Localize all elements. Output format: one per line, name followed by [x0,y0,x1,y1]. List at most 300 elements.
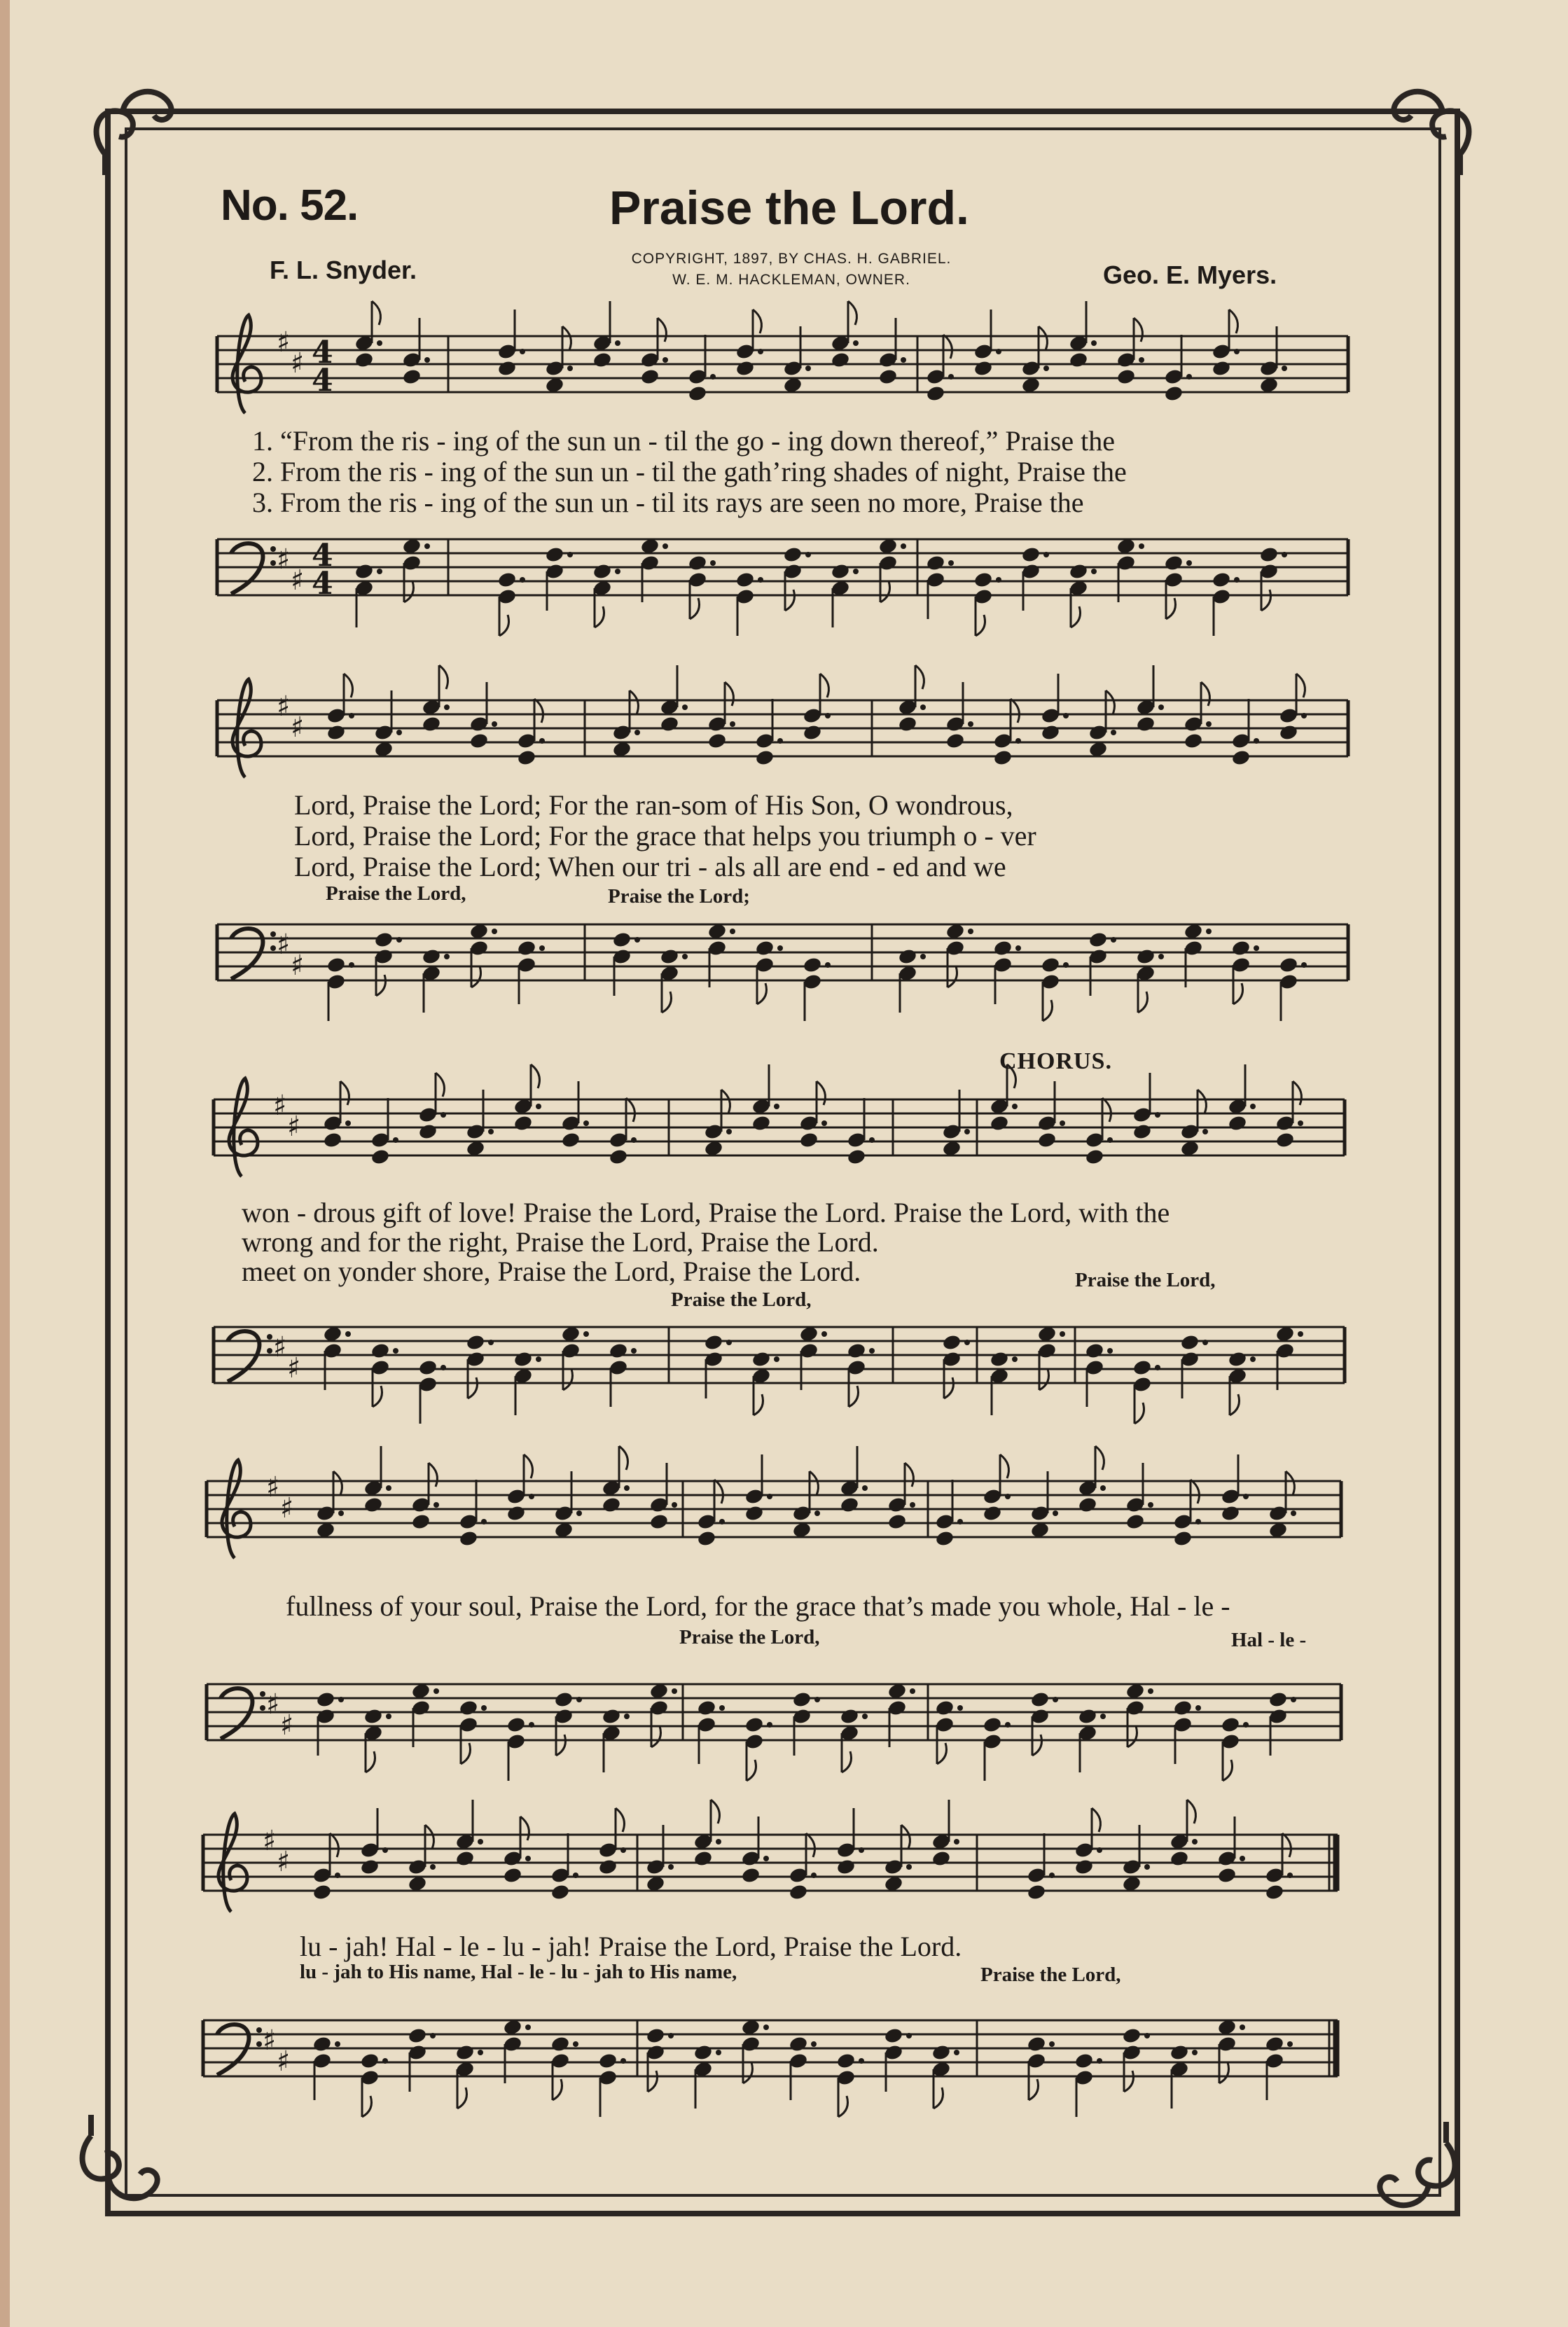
bass-cue: lu - jah to His name, Hal - le - lu - jah to His name, [300,1961,737,1983]
dot [536,1104,541,1109]
note-flag [905,1463,913,1487]
dot [767,1722,772,1728]
note-head [840,1496,860,1513]
time-signature: 4 [312,335,333,370]
dot [1049,1873,1055,1878]
note-head [1021,546,1041,563]
dot [573,2041,578,2047]
note-flag [1135,1403,1144,1424]
dot [763,2024,769,2030]
note-head [503,1866,523,1884]
dot [393,1137,398,1143]
dot [634,937,640,943]
note-head [1136,947,1156,965]
dot [758,349,763,354]
note-head [803,956,823,973]
note-head [363,1707,384,1725]
note-flag [471,966,481,987]
note-head [931,2043,952,2061]
dot [672,1502,677,1508]
sharp-sign-icon: ♯ [266,1471,280,1503]
dot [631,1137,637,1143]
bass-cue: Praise the Lord, [1075,1269,1216,1291]
note-flag [1000,1454,1008,1478]
note-flag [1102,1098,1111,1122]
note-head [561,1131,581,1148]
note-head [1217,1866,1237,1884]
note-head [517,749,537,766]
dot [1148,1688,1153,1694]
dot [1206,721,1212,727]
dot [525,1856,531,1861]
dot [901,543,906,549]
dot [910,1502,915,1508]
dot [345,1120,351,1126]
dot [1053,1697,1058,1702]
dot [710,374,716,380]
note-head [1027,1883,1047,1901]
lyric-verse-3: Lord, Praise the Lord; When our tri - als all are end - ed and we [294,851,1006,882]
note-head [707,732,728,749]
note-flag [1230,1394,1240,1415]
lyric-verse-3: 3. From the ris - ing of the sun un - til its rays are seen no more, Praise the [252,487,1084,518]
note-head [550,1883,571,1901]
note-flag [1219,2062,1229,2083]
note-head [1268,1690,1289,1708]
note-head [831,562,851,580]
bass-clef-dot [260,1705,265,1711]
dot [968,929,973,934]
sharp-sign-icon: ♯ [291,347,305,380]
dot [1144,2033,1150,2038]
dot [529,1722,534,1728]
dot [444,704,450,710]
dot [567,366,573,371]
bass-clef-dot [267,1334,272,1340]
note-head [973,571,994,588]
note-head [847,1342,867,1359]
dot [1192,1839,1198,1845]
note-head [459,1699,479,1716]
note-head [789,2035,809,2052]
dot [901,357,906,363]
note-head [688,554,708,571]
note-head [1212,359,1232,377]
note-flag [439,665,447,689]
note-head [455,1849,476,1867]
bass-clef-icon [221,1688,252,1739]
dot [1195,1705,1201,1711]
dot [430,2033,436,2038]
dot [1195,1519,1201,1524]
sharp-sign-icon: ♯ [291,711,305,744]
dot [1005,1722,1011,1728]
dot [1192,2050,1198,2055]
dot [730,929,735,934]
dot [624,1485,630,1491]
note-head [1041,956,1061,973]
note-head [418,1359,438,1376]
composer-credit: Geo. E. Myers. [1103,261,1277,289]
dot [1155,1365,1160,1370]
note-head [840,1707,860,1725]
bass-cue: Praise the Lord; [608,885,750,908]
note-flag [333,1471,342,1495]
note-flag [1039,1369,1049,1390]
note-flag [943,335,952,359]
dot [968,721,973,727]
dot [345,1331,351,1337]
dot [539,945,545,951]
dot [382,2058,388,2064]
dot [1186,560,1192,566]
note-flag [1191,1480,1199,1503]
dot [811,2041,817,2047]
note-head [744,1716,765,1733]
bass-cue: Praise the Lord, [671,1288,812,1311]
dot [716,2050,721,2055]
note-flag [1296,674,1305,697]
dot [1063,962,1069,968]
dot [821,1331,827,1337]
note-head [422,947,442,965]
dot [440,1365,446,1370]
note-head [354,562,375,580]
dot [1107,1348,1113,1354]
note-flag [948,966,957,987]
note-flag [457,2088,467,2109]
dot [1049,2041,1055,2047]
bass-clef-icon [217,2024,249,2075]
note-head [1037,1131,1057,1148]
note-head [360,2052,380,2069]
note-flag [1071,606,1081,627]
dot [1287,1873,1293,1878]
note-head [993,939,1013,957]
note-flag [595,606,604,627]
dot [424,543,430,549]
note-flag [366,1751,375,1772]
dot [583,1331,589,1337]
dot [862,1714,868,1719]
dot [488,1129,494,1134]
sharp-sign-icon: ♯ [287,1352,301,1384]
note-flag [658,318,666,342]
dot [1012,1356,1018,1362]
note-flag [1138,992,1148,1013]
note-flag [362,2096,372,2117]
dot [767,1494,772,1499]
dot [1202,1129,1208,1134]
dot [825,962,831,968]
dot [814,1510,820,1516]
dot [853,340,859,346]
dot [1097,1847,1102,1853]
note-flag [429,1463,437,1487]
note-head [878,368,899,385]
note-head [1170,2043,1190,2061]
note-head [1085,1148,1105,1165]
dot [576,1697,582,1702]
note-head [545,546,565,563]
dot [1063,713,1069,718]
dot [1015,945,1021,951]
note-head [1136,715,1156,732]
bass-cue: Praise the Lord, [326,882,466,905]
dot [539,738,545,744]
note-head [506,1716,527,1733]
dot [777,738,783,744]
note-flag [944,1377,954,1398]
note-head [646,2027,666,2044]
note-flag [468,1377,478,1398]
dot [1139,543,1144,549]
note-head [1228,1350,1248,1368]
note-head [1125,1513,1146,1530]
note-head [1069,351,1089,368]
note-head [783,546,803,563]
note-head [1041,723,1061,741]
note-flag [937,1743,947,1764]
note-head [1164,554,1184,571]
dot [1097,2058,1102,2064]
note-head [704,1333,724,1351]
dot [1186,374,1192,380]
note-flag [373,1386,382,1407]
note-flag [757,983,767,1004]
dot [906,2033,912,2038]
note-head [898,947,918,965]
lyric-line: fullness of your soul, Praise the Lord, for the grace that’s made you whole, Hal - le - [286,1590,1230,1622]
dot [349,713,354,718]
sharp-sign-icon: ♯ [291,564,305,597]
note-flag [754,1394,763,1415]
dot [1043,366,1049,371]
hymn-title: Praise the Lord. [609,181,969,235]
dot [529,1494,534,1499]
note-flag [461,1743,471,1764]
note-flag [524,1454,532,1478]
note-flag [340,1081,349,1105]
dot [996,577,1001,583]
sharp-sign-icon: ♯ [277,929,291,961]
note-head [887,1513,908,1530]
lyric-verse-2: wrong and for the right, Praise the Lord, Praise the Lord. [242,1226,879,1258]
dot [338,1697,344,1702]
note-flag [531,1064,539,1088]
note-flag [1106,690,1114,714]
dot [682,954,688,959]
lyric-verse-1: 1. “From the ris - ing of the sun un - til the go - ing down thereof,” Praise the [252,425,1115,457]
dot [338,1510,344,1516]
dot [481,1519,487,1524]
dot [948,560,954,566]
dot [906,1864,912,1870]
dot [672,1688,677,1694]
dot [615,340,620,346]
note-head [1275,1131,1296,1148]
dot [1202,1340,1208,1345]
dot [662,357,668,363]
note-head [884,2027,904,2044]
dot [682,704,688,710]
note-head [1265,2035,1285,2052]
bass-clef-icon [231,543,263,594]
dot [1139,357,1144,363]
dot [719,1705,725,1711]
dot [825,713,831,718]
note-head [697,1529,717,1547]
note-flag [721,1090,730,1113]
note-flag [915,665,924,689]
dot [335,2041,340,2047]
lyric-verse-2: 2. From the ris - ing of the sun un - til the gath’ring shades of night, Praise the [252,456,1127,487]
sharp-sign-icon: ♯ [277,690,291,723]
note-flag [901,1825,910,1849]
note-head [459,1529,479,1547]
note-flag [725,682,733,706]
note-head [550,2035,571,2052]
note-head [1265,1883,1285,1901]
note-head [466,1333,486,1351]
note-flag [344,674,352,697]
note-flag [1032,1735,1042,1756]
note-head [513,1114,534,1132]
note-head [741,1866,761,1884]
note-flag [1166,598,1176,619]
dot [1234,577,1240,583]
note-head [323,1131,343,1148]
note-flag [806,1833,814,1857]
dot [430,1864,436,1870]
note-head [609,1148,629,1165]
dot [719,1519,725,1524]
dot [668,1864,674,1870]
time-signature: 4 [312,363,333,398]
dot [1243,1722,1249,1728]
note-head [1164,384,1184,402]
dot [1111,937,1116,943]
note-head [1231,749,1251,766]
note-head [312,2035,333,2052]
note-head [517,939,537,957]
note-flag [1039,326,1047,350]
note-head [370,1148,391,1165]
dot [1060,1331,1065,1337]
dot [440,1112,446,1118]
sharp-sign-icon: ♯ [277,2045,291,2078]
sharp-sign-icon: ♯ [280,1492,294,1524]
note-head [1116,368,1137,385]
dot [1005,1494,1011,1499]
note-flag [817,1081,825,1105]
note-flag [662,992,672,1013]
bass-clef-dot [256,2027,262,2033]
note-head [592,562,613,580]
dot [774,1104,779,1109]
dot [1158,704,1164,710]
note-flag [880,581,890,602]
dot [525,2024,531,2030]
dot [1282,552,1287,557]
sharp-sign-icon: ♯ [263,1825,277,1857]
bass-cue: Praise the Lord, [679,1626,820,1648]
note-head [1259,546,1279,563]
note-head [926,554,946,571]
note-flag [520,1817,529,1840]
note-head [1122,2027,1142,2044]
dot [620,1847,626,1853]
lyric-verse-1: Lord, Praise the Lord; For the ran-som of His Son, O wondrous, [294,789,1013,821]
note-head [649,1513,669,1530]
dot [957,1519,963,1524]
note-flag [848,301,856,325]
note-flag [690,598,700,619]
note-head [422,715,442,732]
note-head [1279,723,1299,741]
dot [1291,1510,1296,1516]
note-head [1231,939,1251,957]
note-head [1170,1849,1190,1867]
dot [1148,1502,1153,1508]
note-head [506,1504,527,1522]
lyric-verse-3: meet on yonder shore, Praise the Lord, Praise the Lord. [242,1256,861,1287]
dot [1100,1714,1106,1719]
note-head [688,384,708,402]
note-head [513,1350,534,1368]
note-head [1279,956,1299,973]
note-head [1085,1342,1105,1359]
note-head [1078,1496,1098,1513]
note-flag [711,1800,719,1824]
dot [853,569,859,574]
note-flag [1223,1760,1233,1781]
dot [1100,1485,1106,1491]
note-head [640,368,660,385]
note-head [1228,1114,1248,1132]
note-head [1184,732,1204,749]
dot [668,2033,674,2038]
note-head [326,723,347,741]
note-flag [619,1446,627,1470]
bass-clef-dot [270,560,276,566]
note-head [990,1114,1010,1132]
note-head [1180,1333,1200,1351]
lyric-verse-2: Lord, Praise the Lord; For the grace that helps you triumph o - ver [294,820,1036,852]
dot [492,929,497,934]
dot [774,1356,779,1362]
dot [444,954,450,959]
note-head [660,947,680,965]
note-flag [714,1480,723,1503]
note-head [1030,1690,1050,1708]
dot [730,721,735,727]
note-flag [616,1808,624,1832]
note-flag [1187,1800,1195,1824]
dot [478,2050,483,2055]
note-head [1221,1716,1241,1733]
dot [377,340,382,346]
note-flag [562,326,571,350]
note-flag [563,1369,573,1390]
dot [1287,2041,1293,2047]
dot [536,1356,541,1362]
time-signature: 4 [312,538,333,574]
dot [814,1697,820,1702]
dot [396,937,402,943]
note-head [374,931,394,948]
note-flag [747,1760,756,1781]
